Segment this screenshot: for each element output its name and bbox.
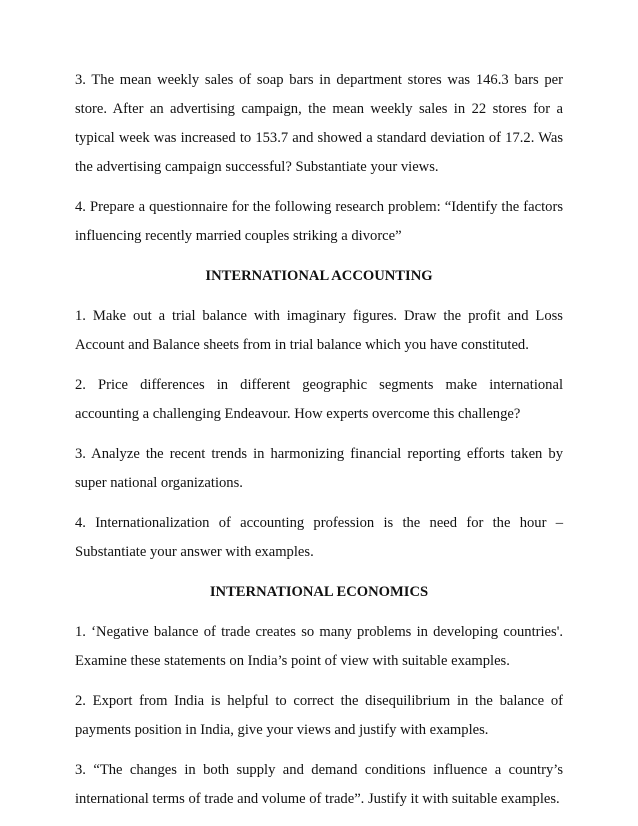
question-economics-2: 2. Export from India is helpful to correct the disequilibrium in the balance of payments position in India, give your views and justify with examples. [75, 693, 563, 738]
question-accounting-3: 3. Analyze the recent trends in harmonizing financial reporting efforts taken by super national organizations. [75, 446, 563, 491]
document-page [75, 66, 563, 825]
question-economics-1: 1. ‘Negative balance of trade creates so many problems in developing countries'. Examine these statements on India’s point of view with suitable examples. [75, 624, 563, 669]
question-accounting-1: 1. Make out a trial balance with imaginary figures. Draw the profit and Loss Account and Balance sheets from in trial balance which you have constituted. [75, 308, 563, 353]
question-research-3: 3. The mean weekly sales of soap bars in department stores was 146.3 bars per store. After an advertising campaign, the mean weekly sales in 22 stores for a typical week was increased to 153.7 and showed a standard deviation of 17.2. Was the advertising campaign successful? Substantiate your views. [75, 72, 563, 175]
question-research-4: 4. Prepare a questionnaire for the following research problem: “Identify the factors influencing recently married couples striking a divorce” [75, 199, 563, 244]
section-heading-economics: INTERNATIONAL ECONOMICS [209, 584, 429, 600]
question-accounting-2: 2. Price differences in different geographic segments make international accounting a challenging Endeavour. How experts overcome this challenge? [75, 377, 563, 422]
question-economics-3: 3. “The changes in both supply and demand conditions influence a country’s international terms of trade and volume of trade”. Justify it with suitable examples. [75, 762, 563, 807]
section-heading-accounting: INTERNATIONAL ACCOUNTING [205, 268, 433, 284]
question-accounting-4: 4. Internationalization of accounting profession is the need for the hour – Substantiate your answer with examples. [75, 515, 563, 560]
